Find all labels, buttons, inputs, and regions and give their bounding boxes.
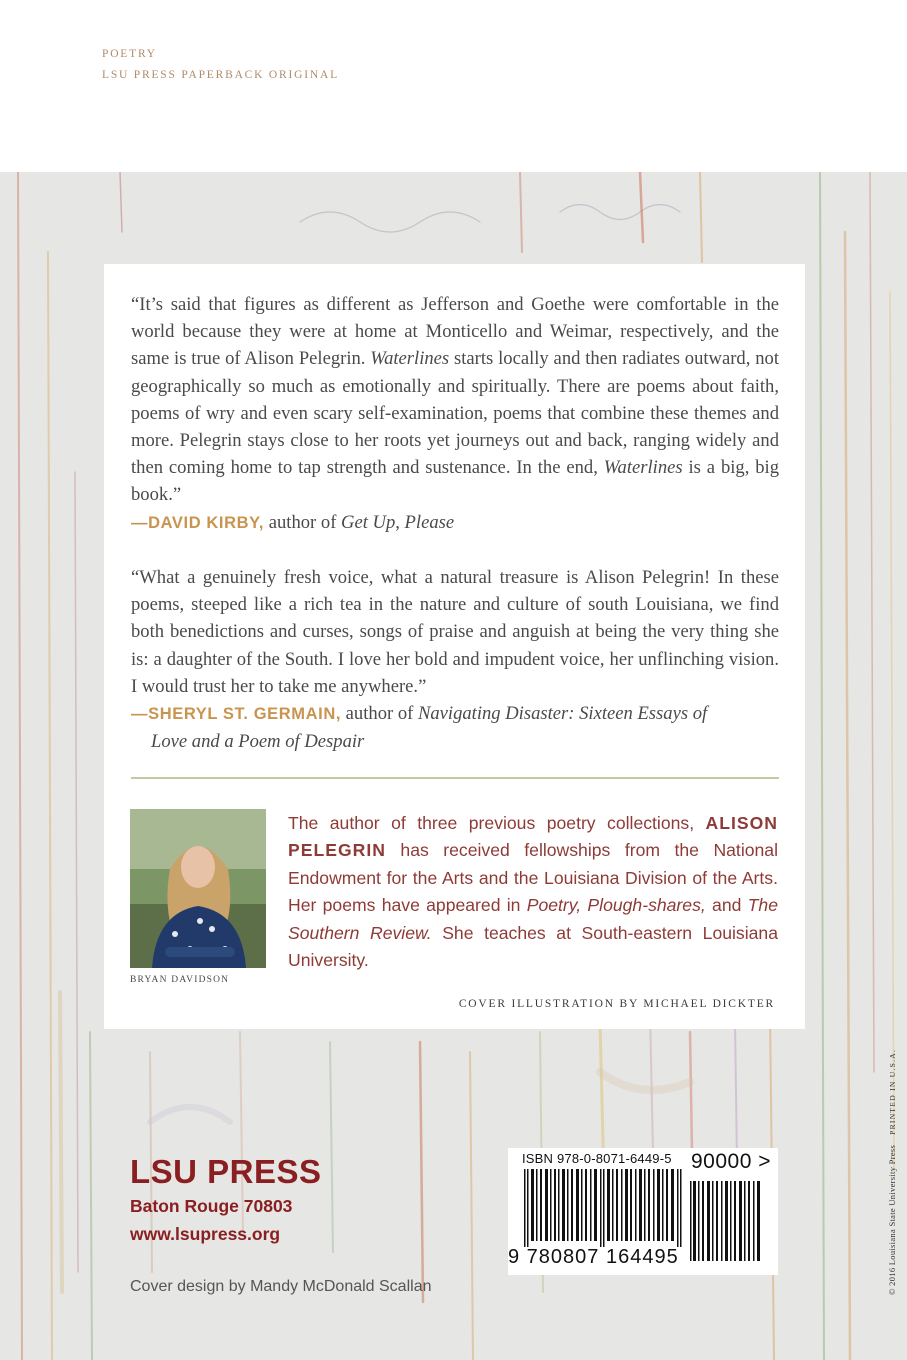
bio-text: She teaches at South-eastern Louisiana University. — [288, 922, 778, 971]
blurb-kirby — [131, 291, 779, 537]
blurb-st-germain-text: “What a genuinely fresh voice, what a natural treasure is Alison Pelegrin! In these poems, steeped like a rich tea in the nature and culture of south Louisiana, we find both benedictions and curses, songs of praise and anguish at being the very thing she is: a daughter of the South. I love her bold and impudent voice, her unflinching vision. I would trust her to take me anywhere.” — [131, 567, 779, 697]
blurb-kirby-text-a: “It’s said that figures as different as Jefferson and Goethe were comfortable in the world because they were at home at Monticello and Weimar, respectively, and the same is true of Alison Pelegrin. — [131, 294, 779, 370]
barcode-addon-bars — [690, 1181, 764, 1261]
barcode-bars — [524, 1169, 684, 1247]
author-name: ALISON PELEGRIN — [288, 813, 778, 861]
attribution-prefix: author of — [264, 511, 342, 533]
blurb-st-germain — [131, 564, 779, 755]
author-bio — [288, 810, 778, 974]
copyright-line — [887, 1049, 897, 1295]
category-label: POETRY — [102, 48, 157, 60]
blurb-kirby-text-c: is a big, big book.” — [131, 457, 780, 506]
attribution-prefix: author of — [341, 703, 418, 725]
publisher-city: Baton Rouge 70803 — [130, 1196, 293, 1216]
text-panel — [104, 264, 805, 1029]
blurb-st-germain-name: —SHERYL ST. GERMAIN, — [131, 705, 342, 724]
book-title-italic: Waterlines — [603, 457, 683, 479]
edition-label: LSU PRESS PAPERBACK ORIGINAL — [102, 69, 339, 81]
header-labels — [102, 44, 339, 86]
isbn-label: ISBN 978-0-8071-6449-5 — [522, 1151, 672, 1166]
cover-illustration-credit: COVER ILLUSTRATION BY MICHAEL DICKTER — [458, 998, 775, 1010]
publisher-block — [130, 1152, 322, 1248]
section-divider — [131, 777, 779, 779]
bio-text: has received fellowships from the National Endowment for the Arts and the Louisiana Division of the Arts. Her poems have appeared in — [288, 840, 778, 916]
publisher-name: LSU PRESS — [130, 1153, 322, 1190]
blurb-kirby-text-b: starts locally and then radiates outward, not geographically so much as emotionally and spiritually. There are poems about faith, poems of wry and even scary self-examination, poems that combine these themes and more. Pelegrin stays close to her roots yet journeys out and back, ranging widely and then coming home to tap strength and sustenance. In the end, — [131, 348, 779, 479]
author-photo — [130, 809, 266, 968]
st-germain-book-title-2: Love and a Poem of Despair — [151, 731, 365, 753]
barcode-addon-digits: 90000 > — [691, 1150, 771, 1173]
journal-titles: Poetry, Plough-shares, — [526, 895, 706, 916]
isbn-barcode — [508, 1148, 778, 1275]
journal-title: The Southern Review. — [288, 895, 778, 943]
copyright-notice: © 2016 Louisiana State University Press — [887, 1144, 897, 1295]
printed-in-label: PRINTED IN U.S.A. — [888, 1048, 897, 1135]
photo-credit: BRYAN DAVIDSON — [130, 975, 230, 985]
book-title-italic: Waterlines — [370, 348, 450, 370]
publisher-website[interactable]: www.lsupress.org — [130, 1224, 281, 1244]
cover-design-credit: Cover design by Mandy McDonald Scallan — [130, 1278, 432, 1295]
blurb-st-germain-attribution — [131, 700, 779, 755]
barcode-digits: 9 780807 164495 — [508, 1246, 679, 1268]
kirby-book-title: Get Up, Please — [341, 511, 455, 533]
st-germain-book-title-1: Navigating Disaster: Sixteen Essays of — [417, 703, 708, 725]
bio-text: The author of three previous poetry collections, — [288, 813, 706, 833]
blurb-kirby-attribution — [131, 509, 779, 537]
blurb-kirby-name: —DAVID KIRBY, — [131, 513, 265, 532]
bio-text: and — [705, 895, 748, 916]
